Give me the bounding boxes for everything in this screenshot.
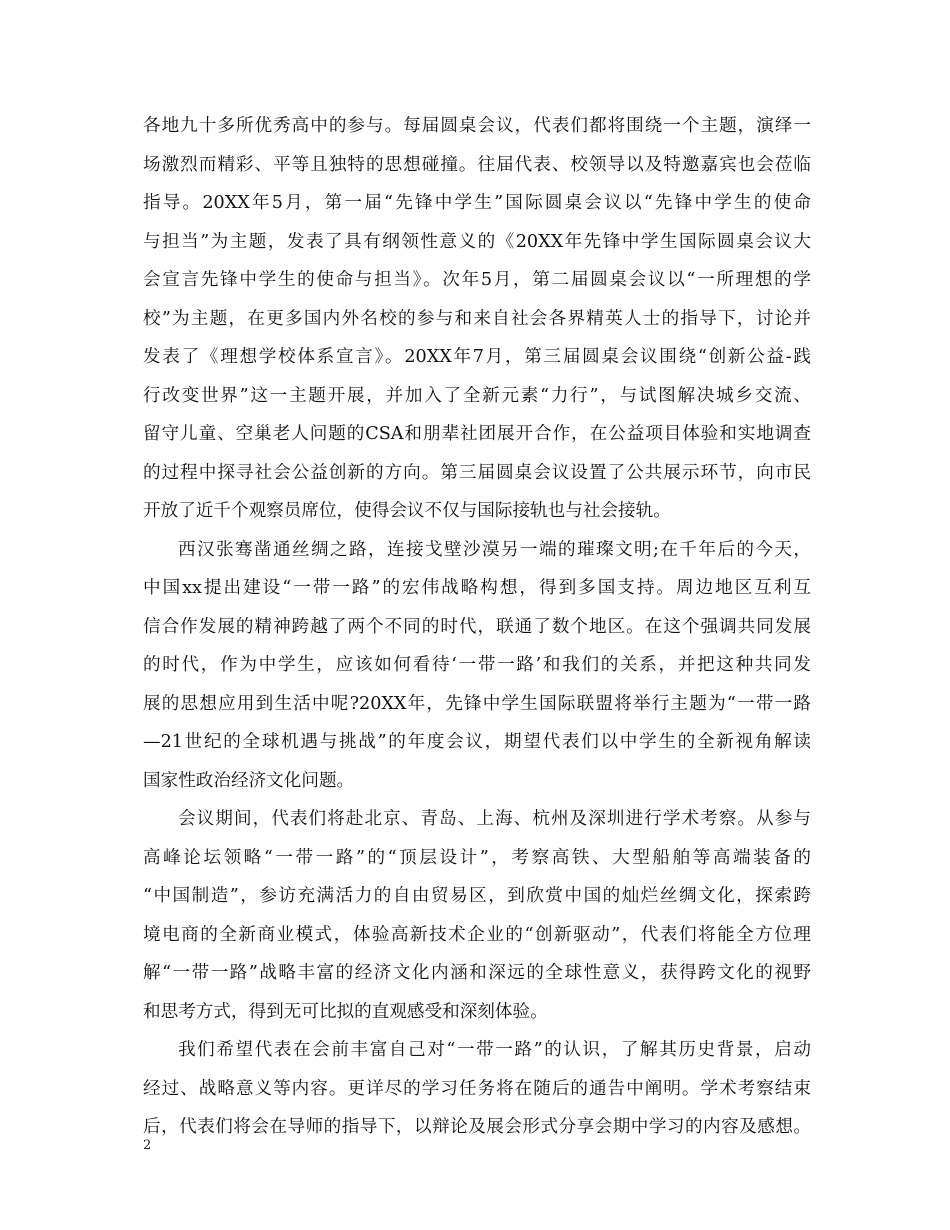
text-line: 展的思想应用到生活中呢?20XX年，先锋中学生国际联盟将举行主题为“一带一路 xyxy=(143,693,811,714)
text-line: 经过、战略意义等内容。更详尽的学习任务将在随后的通告中阐明。学术考察结束 xyxy=(143,1078,811,1099)
text-line: 的过程中探寻社会公益创新的方向。第三届圆桌会议设置了公共展示环节，向市民 xyxy=(143,462,811,483)
text-line: —21世纪的全球机遇与挑战”的年度会议，期望代表们以中学生的全新视角解读 xyxy=(143,732,811,752)
text-line: 我们希望代表在会前丰富自己对“一带一路”的认识，了解其历史背景，启动 xyxy=(178,1040,811,1060)
text-line: 境电商的全新商业模式，体验高新技术企业的“创新驱动”，代表们将能全方位理 xyxy=(143,924,811,945)
text-line: 会宣言先锋中学生的使命与担当》。次年5月，第二届圆桌会议以“一所理想的学 xyxy=(143,270,811,290)
text-line: 中国xx提出建设“一带一路”的宏伟战略构想，得到多国支持。周边地区互利互 xyxy=(143,578,811,598)
text-line: 和思考方式，得到无可比拟的直观感受和深刻体验。 xyxy=(143,1001,548,1022)
text-line: 信合作发展的精神跨越了两个不同的时代，联通了数个地区。在这个强调共同发展 xyxy=(143,616,811,637)
text-line: 场激烈而精彩、平等且独特的思想碰撞。往届代表、校领导以及特邀嘉宾也会莅临 xyxy=(143,154,811,175)
text-line: 各地九十多所优秀高中的参与。每届圆桌会议，代表们都将围绕一个主题，演绎一 xyxy=(143,116,811,136)
text-line: 发表了《理想学校体系宣言》。20XX年7月，第三届圆桌会议围绕“创新公益-践 xyxy=(143,347,811,367)
document-body xyxy=(143,107,811,1147)
text-line: 国家性政治经济文化问题。 xyxy=(143,770,355,791)
paragraph-preparation xyxy=(143,1031,811,1147)
text-line: 高峰论坛领略“一带一路”的“顶层设计”，考察高铁、大型船舶等高端装备的 xyxy=(143,847,811,868)
text-line: 留守儿童、空巢老人问题的CSA和朋辈社团展开合作，在公益项目体验和实地调查 xyxy=(143,424,811,444)
paragraph-belt-and-road xyxy=(143,531,811,801)
paragraph-roundtable-history xyxy=(143,107,811,531)
text-line: 会议期间，代表们将赴北京、青岛、上海、杭州及深圳进行学术考察。从参与 xyxy=(178,809,811,829)
text-line: 的时代，作为中学生，应该如何看待‘一带一路’和我们的关系，并把这种共同发 xyxy=(143,655,811,675)
text-line: 行改变世界”这一主题开展，并加入了全新元素“力行”，与试图解决城乡交流、 xyxy=(143,385,811,406)
text-line: 开放了近千个观察员席位，使得会议不仅与国际接轨也与社会接轨。 xyxy=(143,501,671,521)
text-line: 指导。20XX年5月，第一届“先锋中学生”国际圆桌会议以“先锋中学生的使命 xyxy=(143,193,811,213)
paragraph-academic-tour xyxy=(143,800,811,1031)
text-line: 西汉张骞凿通丝绸之路，连接戈壁沙漠另一端的璀璨文明;在千年后的今天， xyxy=(178,539,811,560)
text-line: “中国制造”，参访充满活力的自由贸易区，到欣赏中国的灿烂丝绸文化，探索跨 xyxy=(143,886,811,906)
text-line: 后，代表们将会在导师的指导下，以辩论及展会形式分享会期中学习的内容及感想。 xyxy=(143,1117,811,1137)
text-line: 校”为主题，在更多国内外名校的参与和来自社会各界精英人士的指导下，讨论并 xyxy=(143,308,811,329)
page-number: 2 xyxy=(143,1138,152,1153)
text-line: 解“一带一路”战略丰富的经济文化内涵和深远的全球性意义，获得跨文化的视野 xyxy=(143,963,811,983)
text-line: 与担当”为主题，发表了具有纲领性意义的《20XX年先锋中学生国际圆桌会议大 xyxy=(143,231,811,252)
